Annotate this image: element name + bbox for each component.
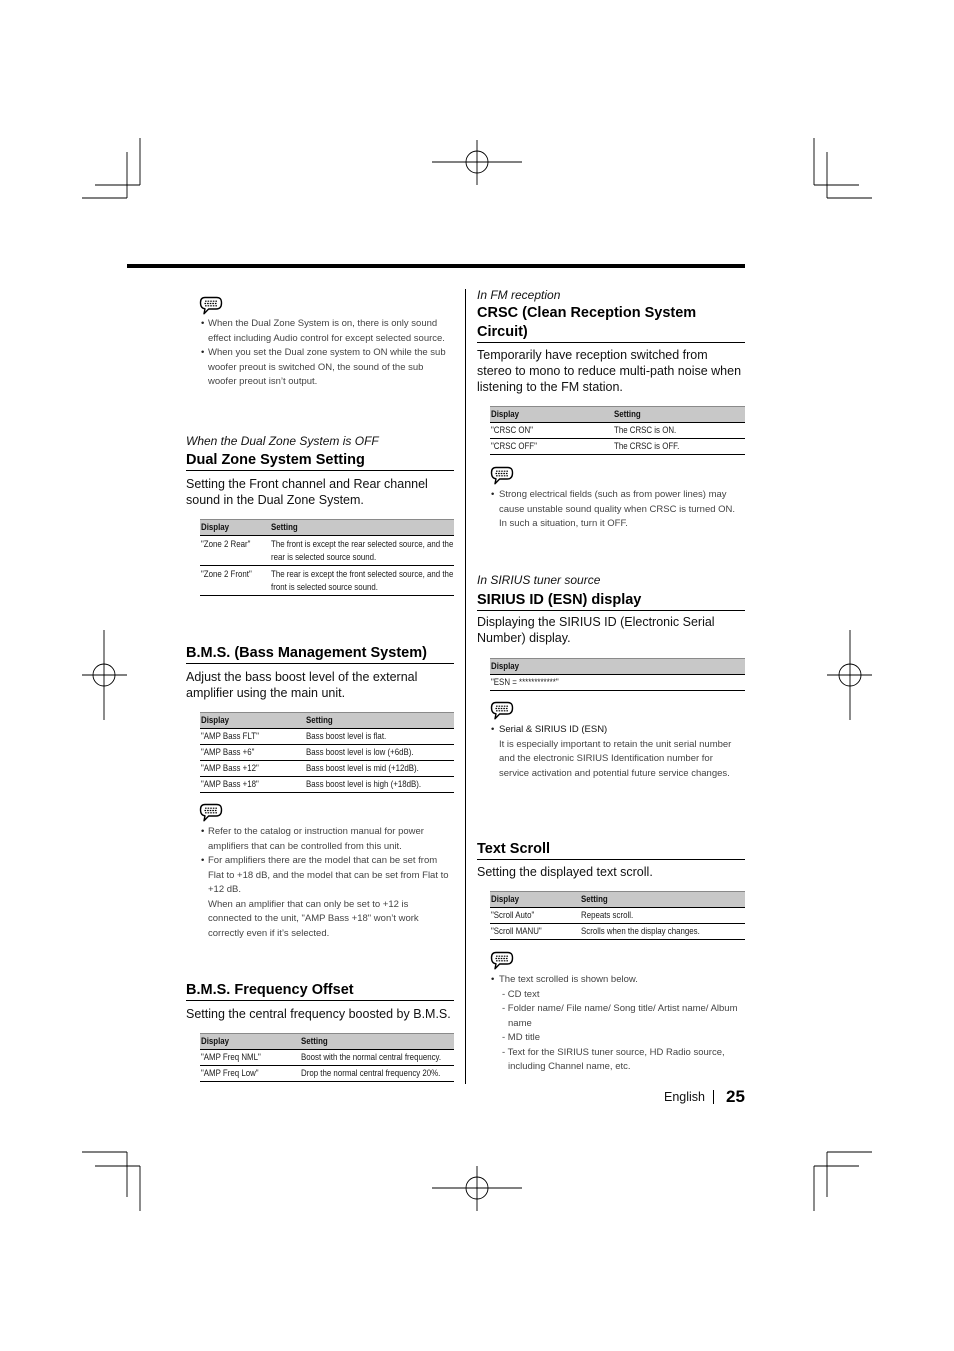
- note-bullet: • When you set the Dual zone system to ON while the sub woofer preout is switched ON, the sound of the sub woofer preout isn’t output.: [200, 346, 454, 390]
- header-cell: [305, 713, 454, 728]
- column-header-display: Display: [491, 409, 520, 420]
- setting-cell: [300, 1050, 454, 1065]
- cell-text: Repeats scroll.: [581, 910, 634, 921]
- setting-cell: [613, 439, 745, 454]
- column-header-display: Display: [201, 715, 230, 726]
- table-row: [200, 761, 454, 777]
- table-row: [200, 1066, 454, 1082]
- table-row: [490, 924, 745, 940]
- sirius-id-table: [490, 658, 745, 691]
- cell-text: The CRSC is OFF.: [614, 441, 680, 452]
- header-cell: [490, 892, 580, 907]
- column-header-setting: Setting: [306, 715, 333, 726]
- cell-text: "CRSC OFF": [491, 441, 537, 452]
- scrolled-text-item: - Folder name/ File name/ Song title/ Artist name/ Album name: [502, 1003, 738, 1029]
- note-bullet: [200, 825, 454, 854]
- note-bullet: [490, 723, 745, 781]
- table-header-row: [200, 519, 454, 536]
- table-header-row: [490, 658, 745, 675]
- header-rule: [127, 264, 745, 268]
- note-bullet: [200, 854, 454, 941]
- registration-mark-top: [432, 140, 522, 185]
- sirius-id-note: [490, 723, 745, 781]
- note-list: [200, 825, 454, 941]
- display-cell: [200, 1050, 300, 1065]
- table-row: [490, 675, 745, 691]
- cell-text: "AMP Freq NML": [201, 1052, 261, 1063]
- crop-mark-top-right: [814, 138, 872, 198]
- cell-text: "Zone 2 Rear": [201, 539, 251, 550]
- table-header-row: [200, 1033, 454, 1050]
- header-cell: [270, 520, 454, 535]
- section-heading: Dual Zone System Setting: [186, 451, 454, 471]
- setting-cell: [305, 729, 454, 744]
- display-cell: [200, 729, 305, 744]
- header-cell: [200, 1034, 300, 1049]
- note-term: Serial & SIRIUS ID (ESN): [499, 724, 608, 735]
- note-text: It is especially important to retain the unit serial number and the electronic SIRIUS Identification number for service activation and potential future service changes.: [499, 738, 732, 779]
- cell-text: Boost with the normal central frequency.: [301, 1052, 442, 1063]
- cell-text: Drop the normal central frequency 20%.: [301, 1068, 441, 1079]
- bms-note: [200, 825, 454, 941]
- dual-zone-table: [200, 519, 454, 596]
- registration-mark-bottom: [432, 1166, 522, 1211]
- note-bullet: [490, 973, 745, 1075]
- display-cell: [490, 924, 580, 939]
- note-text: Refer to the catalog or instruction manual for power amplifiers that can be controlled from this unit.: [208, 826, 424, 852]
- display-cell: [200, 1066, 300, 1081]
- section-description: Displaying the SIRIUS ID (Electronic Serial Number) display.: [477, 615, 715, 645]
- cell-text: "AMP Bass +12": [201, 763, 259, 774]
- header-cell: [490, 407, 613, 422]
- column-header-setting: Setting: [614, 409, 641, 420]
- cell-text: Scrolls when the display changes.: [581, 926, 700, 937]
- note-icon: [199, 295, 223, 317]
- cell-text: "AMP Bass +18": [201, 779, 259, 790]
- section-description: Setting the Front channel and Rear channel sound in the Dual Zone System.: [186, 477, 428, 507]
- table-row: [490, 439, 745, 455]
- table-row: [200, 1050, 454, 1066]
- header-cell: [580, 892, 745, 907]
- display-cell: [200, 745, 305, 760]
- note-list: [490, 723, 745, 781]
- table-row: [200, 729, 454, 745]
- section-heading: B.M.S. (Bass Management System): [186, 644, 454, 664]
- crop-mark-bottom-right: [814, 1152, 872, 1211]
- note-list: [200, 317, 454, 390]
- table-row: [490, 908, 745, 924]
- column-divider: [465, 289, 466, 1084]
- footer-separator: [713, 1090, 714, 1104]
- note-bullet: • When the Dual Zone System is on, there is only sound effect including Audio control for except selected source.: [200, 317, 454, 346]
- column-header-setting: Setting: [581, 894, 608, 905]
- note-icon: [490, 465, 514, 487]
- cell-text: The front is except the rear selected source, and the rear is selected source sound.: [271, 539, 454, 563]
- note-continuation: When an amplifier that can only be set to +12 is connected to the unit, "AMP Bass +18" won’t work correctly even if it’s selected.: [208, 898, 419, 939]
- table-header-row: [200, 712, 454, 729]
- footer-language: English: [664, 1090, 705, 1104]
- header-cell: [300, 1034, 454, 1049]
- setting-cell: [580, 908, 745, 923]
- setting-cell: [580, 924, 745, 939]
- column-header-display: Display: [201, 1036, 230, 1047]
- cell-text: "Scroll MANU": [491, 926, 542, 937]
- setting-cell: [270, 536, 454, 565]
- setting-cell: [305, 761, 454, 776]
- setting-cell: [300, 1066, 454, 1081]
- cell-text: "AMP Bass +6": [201, 747, 255, 758]
- cell-text: "ESN = ************": [491, 677, 559, 688]
- note-list: [490, 488, 745, 532]
- page-number: 25: [726, 1087, 745, 1106]
- note-text: The text scrolled is shown below.: [499, 974, 638, 985]
- crop-mark-top-left: [82, 138, 140, 198]
- header-cell: [200, 713, 305, 728]
- cell-text: "AMP Bass FLT": [201, 731, 259, 742]
- section-condition: When the Dual Zone System is OFF: [186, 434, 379, 448]
- section-description: Adjust the bass boost level of the external amplifier using the main unit.: [186, 670, 418, 700]
- section-condition: In FM reception: [477, 288, 561, 302]
- section-heading: CRSC (Clean Reception System Circuit): [477, 304, 745, 343]
- section-description: Temporarily have reception switched from stereo to mono to reduce multi-path noise when listening to the FM station.: [477, 348, 742, 394]
- scrolled-text-item: - Text for the SIRIUS tuner source, HD Radio source, including Channel name, etc.: [502, 1046, 725, 1072]
- cell-text: Bass boost level is mid (+12dB).: [306, 763, 419, 774]
- display-cell: [490, 908, 580, 923]
- text-scroll-table: [490, 891, 745, 940]
- cell-text: Bass boost level is high (+18dB).: [306, 779, 422, 790]
- page-footer: [664, 1088, 745, 1106]
- setting-cell: [305, 745, 454, 760]
- column-header-display: Display: [201, 522, 230, 533]
- table-row: [200, 777, 454, 793]
- bms-frequency-table: [200, 1033, 454, 1082]
- cell-text: The rear is except the front selected source, and the front is selected source sound.: [271, 569, 454, 593]
- note-bullet: • Strong electrical fields (such as from power lines) may cause unstable sound quality when CRSC is turned ON. In such a situation, turn it OFF.: [490, 488, 745, 532]
- display-cell: [490, 439, 613, 454]
- table-row: [200, 536, 454, 566]
- cell-text: Bass boost level is flat.: [306, 731, 387, 742]
- setting-cell: [613, 423, 745, 438]
- cell-text: Bass boost level is low (+6dB).: [306, 747, 414, 758]
- display-cell: [200, 536, 270, 565]
- column-header-display: Display: [491, 894, 520, 905]
- table-row: [200, 745, 454, 761]
- text-scroll-note: [490, 973, 745, 1075]
- note-icon: [490, 700, 514, 722]
- column-header-setting: Setting: [271, 522, 298, 533]
- column-header-setting: Setting: [301, 1036, 328, 1047]
- section-heading: Text Scroll: [477, 840, 745, 860]
- section-heading: SIRIUS ID (ESN) display: [477, 591, 745, 611]
- crop-mark-bottom-left: [82, 1152, 140, 1211]
- note-list: [490, 973, 745, 1075]
- table-header-row: [490, 406, 745, 423]
- display-cell: [200, 761, 305, 776]
- crsc-note: [490, 488, 745, 532]
- note-icon: [490, 950, 514, 972]
- cell-text: "AMP Freq Low": [201, 1068, 259, 1079]
- dual-zone-note: [200, 317, 454, 390]
- display-cell: [490, 675, 745, 690]
- cell-text: "CRSC ON": [491, 425, 533, 436]
- setting-cell: [305, 777, 454, 792]
- section-heading: B.M.S. Frequency Offset: [186, 981, 454, 1001]
- cell-text: "Zone 2 Front": [201, 569, 252, 580]
- cell-text: "Scroll Auto": [491, 910, 535, 921]
- cell-text: The CRSC is ON.: [614, 425, 677, 436]
- bms-table: [200, 712, 454, 793]
- registration-mark-left: [82, 630, 127, 720]
- scrolled-text-item: - MD title: [502, 1032, 540, 1043]
- section-condition: In SIRIUS tuner source: [477, 573, 601, 587]
- display-cell: [200, 566, 270, 595]
- table-row: [490, 423, 745, 439]
- display-cell: [490, 423, 613, 438]
- table-row: [200, 566, 454, 596]
- crsc-table: [490, 406, 745, 455]
- display-cell: [200, 777, 305, 792]
- note-text: For amplifiers there are the model that can be set from Flat to +18 dB, and the model that can be set from Flat to +12 dB.: [208, 855, 449, 895]
- section-description: Setting the central frequency boosted by B.M.S.: [186, 1007, 451, 1021]
- header-cell: [490, 659, 745, 674]
- note-icon: [199, 802, 223, 824]
- scrolled-text-item: - CD text: [502, 988, 540, 1000]
- section-description: Setting the displayed text scroll.: [477, 865, 653, 879]
- table-header-row: [490, 891, 745, 908]
- header-cell: [200, 520, 270, 535]
- setting-cell: [270, 566, 454, 595]
- header-cell: [613, 407, 745, 422]
- column-header-display: Display: [491, 661, 520, 672]
- registration-mark-right: [827, 630, 872, 720]
